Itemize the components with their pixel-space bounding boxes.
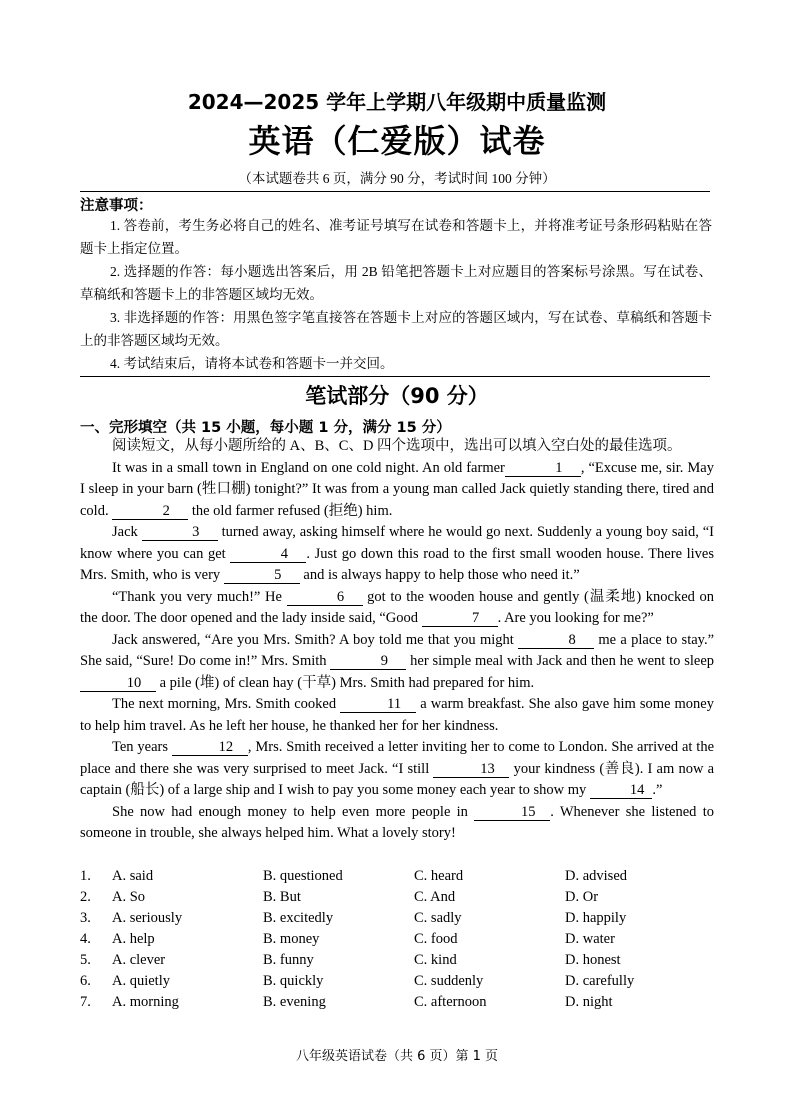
option-c: C. afternoon xyxy=(414,994,487,1010)
option-b: B. quickly xyxy=(263,973,324,989)
blank-13: 13 xyxy=(433,761,509,778)
option-row: 1. A. said B. questioned C. heard D. advised xyxy=(80,866,720,887)
notes-heading: 注意事项： xyxy=(80,198,153,214)
divider-middle xyxy=(80,376,710,377)
passage-paragraph: Jack answered, “Are you Mrs. Smith? A boy told me that you might 8 me a place to stay.” She said, “Sure! Do come in!” Mrs. Smith 9 her simple meal with Jack and then he went to sleep 10 a pile (堆) of clean hay (干草) Mrs. Smith had prepared for him. xyxy=(80,631,715,691)
option-d: D. honest xyxy=(565,952,621,968)
section-title: 笔试部分（90 分） xyxy=(305,384,489,408)
option-b: B. money xyxy=(263,931,320,947)
instruction: 阅读短文，从每小题所给的 A、B、C、D 四个选项中，选出可以填入空白处的最佳选项。 xyxy=(112,438,682,454)
blank-15: 15 xyxy=(474,804,550,821)
blank-1: 1 xyxy=(505,460,581,477)
passage-paragraph: She now had enough money to help even more people in 15 . Whenever she listened to someone in trouble, she always helped him. What a lovely story! xyxy=(80,803,714,841)
note-item: 4. 考试结束后，请将本试卷和答题卡一并交回。 xyxy=(110,356,394,371)
blank-11: 11 xyxy=(340,696,416,713)
option-a: A. So xyxy=(112,889,146,905)
options-list xyxy=(80,866,720,1013)
option-d: D. Or xyxy=(565,889,599,905)
blank-4: 4 xyxy=(230,546,306,563)
option-row: 3. A. seriously B. excitedly C. sadly D. happily xyxy=(80,908,720,929)
option-c: C. food xyxy=(414,931,458,947)
option-a: A. clever xyxy=(112,952,166,968)
divider-top xyxy=(80,191,710,192)
blank-5: 5 xyxy=(224,567,300,584)
blank-12: 12 xyxy=(172,739,248,756)
exam-info: （本试题卷共 6 页，满分 90 分，考试时间 100 分钟） xyxy=(238,171,556,186)
option-row: 7. A. morning B. evening C. afternoon D. night xyxy=(80,992,720,1013)
blank-2: 2 xyxy=(112,503,188,520)
blank-7: 7 xyxy=(422,610,498,627)
option-b: B. funny xyxy=(263,952,314,968)
option-a: A. seriously xyxy=(112,910,183,926)
option-c: C. kind xyxy=(414,952,457,968)
option-c: C. And xyxy=(414,889,456,905)
option-d: D. water xyxy=(565,931,615,947)
passage-paragraph: The next morning, Mrs. Smith cooked 11 a warm breakfast. She also gave him some money to help him travel. As he left her house, he thanked her for her kindness. xyxy=(80,696,714,734)
option-c: C. sadly xyxy=(414,910,462,926)
blank-3: 3 xyxy=(142,524,218,541)
blank-6: 6 xyxy=(287,589,363,606)
passage-paragraph: Ten years 12 , Mrs. Smith received a letter inviting her to come to London. She arrived at the place and there she was very surprised to meet Jack. “I still 13 your kindness (善良). I am now a captain (船长) of a large ship and I wish to pay you some money each year to show my 14 .” xyxy=(80,739,715,798)
blank-10: 10 xyxy=(80,675,156,692)
blank-14: 14 xyxy=(590,782,653,799)
option-row: 4. A. help B. money C. food D. water xyxy=(80,929,720,950)
passage-paragraph: Jack 3 turned away, asking himself where he would go next. Suddenly a young boy said, “I know where you can get 4 . Just go down this road to the first small wooden house. There lives Mrs. Smith, who is very 5 and is always happy to help those who need it.” xyxy=(80,524,715,583)
blank-8: 8 xyxy=(518,632,594,649)
passage-paragraph: It was in a small town in England on one cold night. An old farmer 1 , “Excuse me, sir. May I sleep in your barn (牲口棚) tonight?” It was from a young man called Jack quietly standing there, tired and cold. 2 the old farmer refused (拒绝) him. xyxy=(80,459,714,519)
note-item: 1. 答卷前，考生务必将自己的姓名、准考证号填写在试卷和答题卡上，并将准考证号条形码粘贴在答题卡上指定位置。 xyxy=(80,218,712,256)
option-b: B. excitedly xyxy=(263,910,334,926)
option-d: D. advised xyxy=(565,868,628,884)
option-b: B. questioned xyxy=(263,868,343,884)
option-row: 2. A. So B. But C. And D. Or xyxy=(80,887,720,908)
cloze-passage xyxy=(80,436,714,845)
option-row: 5. A. clever B. funny C. kind D. honest xyxy=(80,950,720,971)
option-c: C. suddenly xyxy=(414,973,484,989)
option-d: D. night xyxy=(565,994,613,1010)
option-a: A. quietly xyxy=(112,973,170,989)
option-b: B. evening xyxy=(263,994,326,1010)
option-a: A. help xyxy=(112,931,155,947)
notes-list xyxy=(80,214,712,375)
passage-paragraph: “Thank you very much!” He 6 got to the wooden house and gently (温柔地) knocked on the door. The door opened and the lady inside said, “Good 7 . Are you looking for me?” xyxy=(80,588,715,626)
option-c: C. heard xyxy=(414,868,464,884)
option-row: 6. A. quietly B. quickly C. suddenly D. carefully xyxy=(80,971,720,992)
exam-title-line2: 英语（仁爱版）试卷 xyxy=(248,122,546,160)
part-heading: 一、完形填空（共 15 小题，每小题 1 分，满分 15 分） xyxy=(80,420,451,436)
option-a: A. said xyxy=(112,868,154,884)
option-d: D. happily xyxy=(565,910,627,926)
blank-9: 9 xyxy=(330,653,406,670)
note-item: 3. 非选择题的作答：用黑色签字笔直接答在答题卡上对应的答题区域内，写在试卷、草稿纸和答题卡上的非答题区域均无效。 xyxy=(80,310,712,348)
option-b: B. But xyxy=(263,889,301,905)
exam-title-line1: 2024—2025 学年上学期八年级期中质量监测 xyxy=(187,90,607,114)
page-footer: 八年级英语试卷（共 6 页）第 1 页 xyxy=(295,1049,499,1064)
option-d: D. carefully xyxy=(565,973,635,989)
option-a: A. morning xyxy=(112,994,179,1010)
note-item: 2. 选择题的作答：每小题选出答案后，用 2B 铅笔把答题卡上对应题目的答案标号涂黑。写在试卷、草稿纸和答题卡上的非答题区域均无效。 xyxy=(80,264,712,302)
